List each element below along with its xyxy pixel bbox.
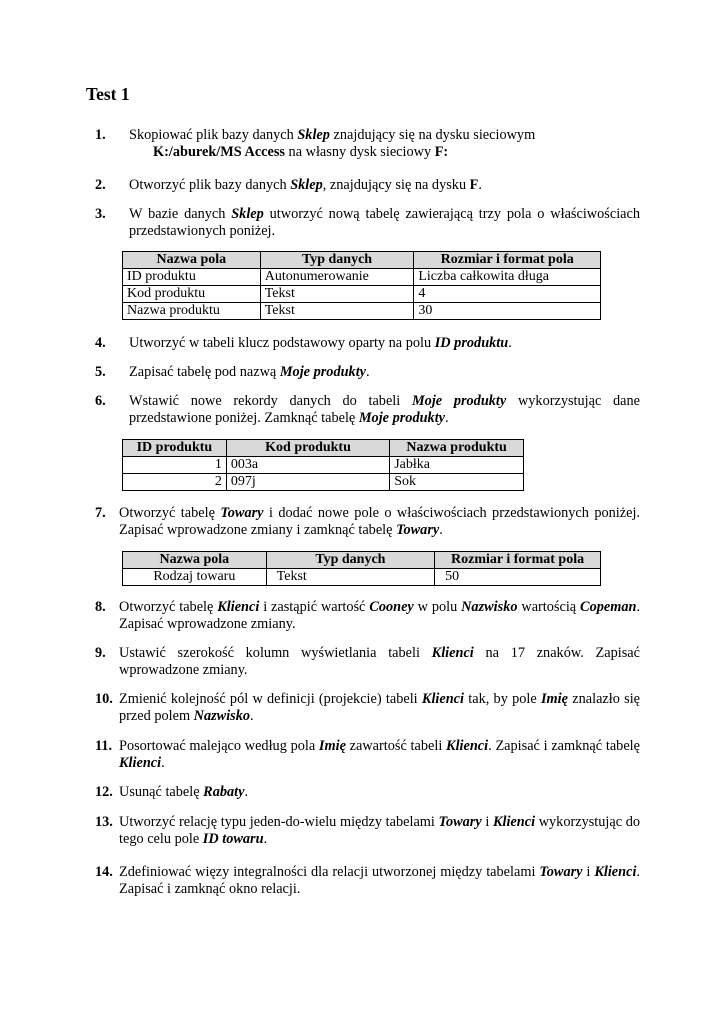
table-row (123, 303, 601, 320)
task-text (129, 335, 640, 352)
text: na 17 znaków. Zapisać wprowadzone zmiany. (119, 645, 640, 678)
table-name: Klienci (431, 645, 474, 661)
table-cell: 1 (123, 457, 227, 474)
table-name: Moje produkty (358, 410, 446, 426)
text: i zastąpić wartość (259, 599, 370, 615)
value: Cooney (369, 599, 414, 615)
text: i (481, 814, 493, 830)
task-number: 7. (95, 505, 106, 521)
drive-letter: F: (434, 144, 449, 160)
task-number: 4. (95, 335, 106, 351)
text: . (439, 522, 443, 538)
field-name: ID produktu (434, 335, 509, 351)
table-name: Moje produkty (279, 364, 367, 380)
text: Ustawić szerokość kolumn wyświetlania tabeli (119, 645, 432, 661)
records-table (122, 439, 524, 491)
task-number: 1. (95, 127, 106, 143)
table-header-row (123, 440, 524, 457)
task-number: 13. (95, 814, 113, 830)
table-name: Towary (396, 522, 440, 538)
table-cell: 2 (123, 474, 227, 491)
task-number: 8. (95, 599, 106, 615)
table-name: Moje produkty (411, 393, 507, 409)
table-name: Towary (220, 505, 264, 521)
db-name: Sklep (290, 177, 323, 193)
drive-letter: F (469, 177, 479, 193)
table-cell: 50 (435, 569, 601, 586)
text: W bazie danych (129, 206, 232, 222)
table-cell: Liczba całkowita długa (414, 269, 601, 286)
table-name: Klienci (446, 738, 489, 754)
text: wartością (517, 599, 581, 615)
text: na własny dysk sieciowy (284, 144, 435, 160)
table-name: Klienci (217, 599, 260, 615)
task-text (119, 814, 640, 848)
text: Zdefiniować więzy integralności dla relacji utworzonej między tabelami (119, 864, 540, 880)
text: . (161, 755, 165, 771)
text: znalazło się przed polem (119, 691, 641, 724)
task-text (129, 206, 640, 240)
field-name: Imię (318, 738, 346, 754)
text: utworzyć nową tabelę zawierającą trzy pola o właściwościach przedstawionych poniżej. (129, 206, 640, 239)
column-header: Nazwa pola (123, 552, 267, 569)
text: . (250, 708, 254, 724)
task-text (119, 784, 640, 801)
text: wykorzystując do tego celu pole (119, 814, 640, 847)
text: Otworzyć tabelę (119, 505, 221, 521)
table-name: Klienci (119, 755, 162, 771)
task-text (119, 738, 640, 772)
text: . Zapisać i zamknąć tabelę (488, 738, 640, 754)
table-name: Rabaty (203, 784, 245, 800)
text: zawartość tabeli (345, 738, 447, 754)
text: w polu (413, 599, 462, 615)
text: . Zapisać wprowadzone zmiany. (119, 599, 641, 632)
text: . (366, 364, 370, 380)
table-cell: 30 (414, 303, 601, 320)
table-cell: 003a (226, 457, 389, 474)
table-cell: Tekst (266, 569, 434, 586)
table-row (123, 457, 524, 474)
task-text (119, 505, 640, 539)
text: tak, by pole (464, 691, 541, 707)
task-number: 2. (95, 177, 106, 193)
task-number: 6. (95, 393, 106, 409)
text: Usunąć tabelę (119, 784, 204, 800)
new-field-table (122, 551, 601, 586)
column-header: Typ danych (266, 552, 434, 569)
text: znajdujący się na dysku sieciowym (329, 127, 536, 143)
table-row (123, 474, 524, 491)
text: Zmienić kolejność pól w definicji (projekcie) tabeli (119, 691, 422, 707)
table-row (123, 269, 601, 286)
column-header: Rozmiar i format pola (435, 552, 601, 569)
task-number: 10. (95, 691, 113, 707)
text: Skopiować plik bazy danych (129, 127, 298, 143)
table-name: Towary (438, 814, 482, 830)
column-header: Nazwa pola (123, 252, 261, 269)
table-name: Klienci (492, 814, 536, 830)
network-path: K:/aburek/MS Access (153, 144, 285, 160)
column-header: ID produktu (123, 440, 227, 457)
text: . (445, 410, 449, 426)
text: . (508, 335, 512, 351)
text: Zapisać tabelę pod nazwą (129, 364, 280, 380)
table-cell: Tekst (260, 303, 414, 320)
task-text (119, 691, 640, 725)
text: Wstawić nowe rekordy danych do tabeli (129, 393, 412, 409)
text: i dodać nowe pole o właściwościach przedstawionych poniżej. Zapisać wprowadzone zmiany i zamknąć tabelę (119, 505, 640, 538)
text: Utworzyć w tabeli klucz podstawowy oparty na polu (129, 335, 435, 351)
table-row (123, 569, 601, 586)
page-title: Test 1 (86, 84, 130, 104)
task-text (119, 599, 640, 633)
column-header: Typ danych (260, 252, 414, 269)
field-name: Imię (540, 691, 568, 707)
table-header-row (123, 252, 601, 269)
task-text (129, 364, 640, 381)
table-name: Towary (539, 864, 583, 880)
task-text (119, 864, 640, 898)
value: Copeman (580, 599, 637, 615)
field-name: Nazwisko (461, 599, 518, 615)
table-row (123, 286, 601, 303)
table-cell: Rodzaj towaru (123, 569, 267, 586)
table-name: Klienci (594, 864, 637, 880)
table-cell: Sok (390, 474, 524, 491)
table-cell: 097j (226, 474, 389, 491)
table-cell: 4 (414, 286, 601, 303)
table-cell: Nazwa produktu (123, 303, 261, 320)
text: . (478, 177, 482, 193)
text: . (263, 831, 268, 847)
text: Utworzyć relację typu jeden-do-wielu między tabelami (119, 814, 439, 830)
fields-table (122, 251, 601, 320)
task-text (129, 127, 640, 161)
task-number: 11. (95, 738, 113, 754)
text: i (582, 864, 595, 880)
field-name: ID towaru (202, 831, 264, 847)
table-cell: Jabłka (390, 457, 524, 474)
column-header: Nazwa produktu (390, 440, 524, 457)
field-name: Nazwisko (193, 708, 251, 724)
task-number: 14. (95, 864, 113, 880)
db-name: Sklep (231, 206, 264, 222)
text: , znajdujący się na dysku (322, 177, 470, 193)
table-cell: Autonumerowanie (260, 269, 414, 286)
table-name: Klienci (421, 691, 465, 707)
text: Otworzyć tabelę (119, 599, 218, 615)
text: Otworzyć plik bazy danych (129, 177, 291, 193)
task-text (129, 393, 640, 427)
table-cell: Tekst (260, 286, 414, 303)
task-number: 12. (95, 784, 113, 800)
task-number: 3. (95, 206, 106, 222)
text: . Zapisać i zamknąć okno relacji. (119, 864, 641, 897)
text: Posortować malejąco według pola (119, 738, 319, 754)
db-name: Sklep (297, 127, 330, 143)
task-text (129, 177, 640, 194)
task-text (119, 645, 640, 679)
table-cell: ID produktu (123, 269, 261, 286)
text: . (244, 784, 249, 800)
table-cell: Kod produktu (123, 286, 261, 303)
task-number: 5. (95, 364, 106, 380)
table-header-row (123, 552, 601, 569)
column-header: Kod produktu (226, 440, 389, 457)
task-number: 9. (95, 645, 106, 661)
column-header: Rozmiar i format pola (414, 252, 601, 269)
text: wykorzystując dane przedstawione poniżej. Zamknąć tabelę (129, 393, 641, 426)
